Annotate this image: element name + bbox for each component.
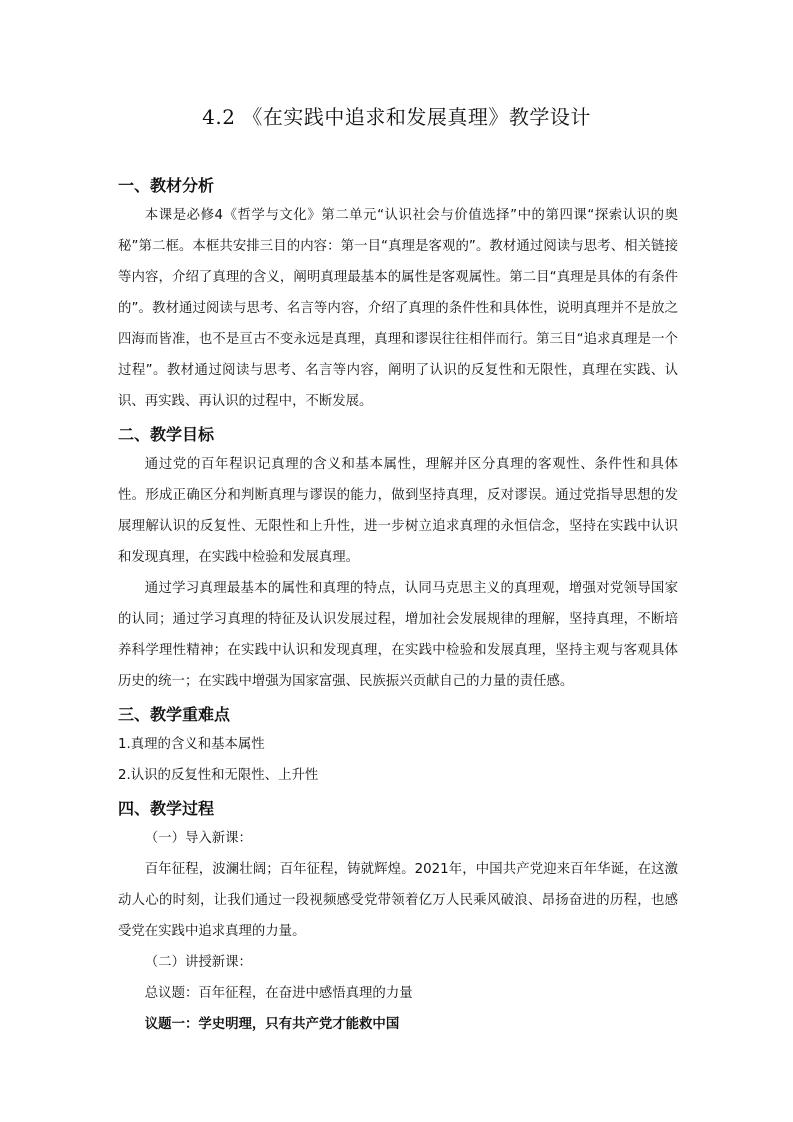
- section-heading: 一、教材分析: [118, 176, 215, 195]
- document-title: 4.2 《在实践中追求和发展真理》教学设计: [202, 105, 591, 129]
- list-item: 1.真理的含义和基本属性: [118, 737, 265, 752]
- subheading: （一）导入新课：: [144, 831, 252, 846]
- paragraph: 百年征程，波澜壮阔；百年征程，铸就辉煌。2021年，中国共产党迎来百年华诞，在这激动人心的时刻，让我们通过一段视频感受党带领着亿万人民乘风破浪、昂扬奋进的历程，也感受党在实践中追求真理的力量。: [118, 862, 678, 939]
- section-teaching-process: [118, 795, 678, 1040]
- section-teaching-goals: [118, 421, 678, 697]
- section-key-points: [118, 701, 678, 791]
- paragraph: 通过党的百年程识记真理的含义和基本属性，理解并区分真理的客观性、条件性和具体性。形成正确区分和判断真理与谬误的能力，做到坚持真理，反对谬误。通过党指导思想的发展理解认识的反复性、无限性和上升性，进一步树立追求真理的永恒信念，坚持在实践中认识和发现真理，在实践中检验和发展真理。: [118, 457, 678, 565]
- subheading: （二）讲授新课：: [144, 955, 252, 970]
- paragraph: 通过学习真理最基本的属性和真理的特点，认同马克思主义的真理观，增强对党领导国家的认同；通过学习真理的特征及认识发展过程，增加社会发展规律的理解，坚持真理，不断培养科学理性精神；在实践中认识和发现真理，在实践中检验和发展真理，坚持主观与客观具体历史的统一；在实践中增强为国家富强、民族振兴贡献自己的力量的责任感。: [118, 581, 678, 689]
- list-item: 2.认识的反复性和无限性、上升性: [118, 768, 319, 783]
- document-body: [118, 172, 678, 1040]
- section-heading: 二、教学目标: [118, 425, 215, 444]
- topic-one-heading: 议题一：学史明理，只有共产党才能救中国: [144, 1017, 400, 1032]
- section-heading: 四、教学过程: [118, 799, 215, 818]
- topic-line: 总议题：百年征程，在奋进中感悟真理的力量: [144, 986, 413, 1001]
- section-textbook-analysis: [118, 172, 678, 417]
- section-heading: 三、教学重难点: [118, 705, 231, 724]
- paragraph: 本课是必修4《哲学与文化》第二单元“认识社会与价值选择”中的第四课“探索认识的奥秘”第二框。本框共安排三目的内容：第一目“真理是客观的”。教材通过阅读与思考、相关链接等内容，介绍了真理的含义，阐明真理最基本的属性是客观属性。第二目“真理是具体的有条件的”。教材通过阅读与思考、名言等内容，介绍了真理的条件性和具体性，说明真理并不是放之四海而皆准，也不是亘古不变永远是真理，真理和谬误往往相伴而行。第三目“追求真理是一个过程”。教材通过阅读与思考、名言等内容，阐明了认识的反复性和无限性，真理在实践、认识、再实践、再认识的过程中，不断发展。: [118, 208, 678, 409]
